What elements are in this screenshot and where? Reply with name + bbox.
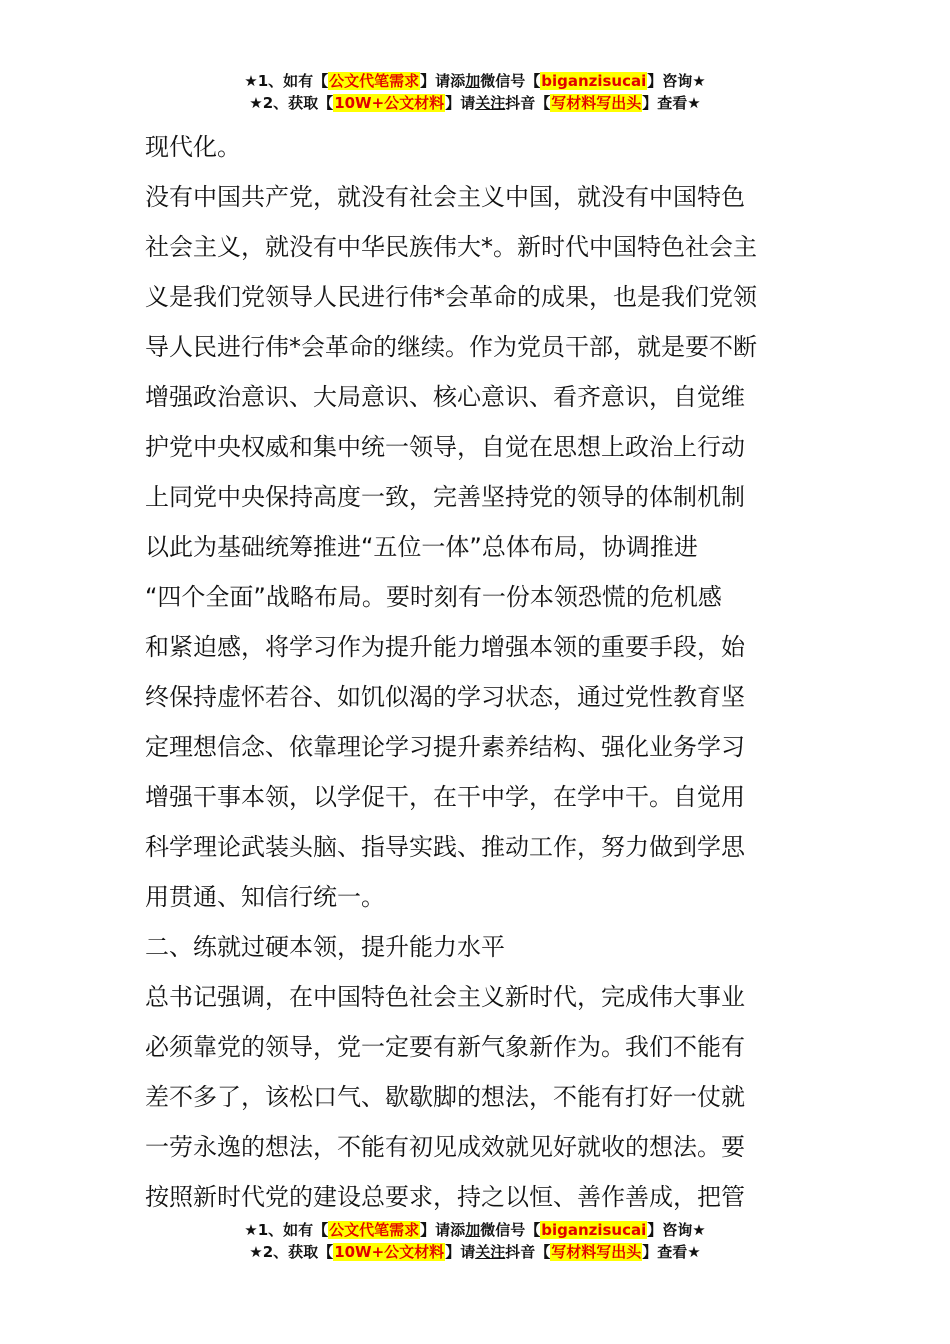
paragraph-line: 和紧迫感，将学习作为提升能力增强本领的重要手段，始 <box>145 633 745 661</box>
paragraph-line: 终保持虚怀若谷、如饥似渴的学习状态，通过党性教育坚 <box>145 683 745 711</box>
emphasis-add: 加 <box>465 72 481 90</box>
paragraph-line: 增强政治意识、大局意识、核心意识、看齐意识，自觉维 <box>145 383 745 411</box>
highlight-materials: 10W+公文材料 <box>334 94 445 112</box>
highlight-service: 公文代笔需求 <box>329 72 420 90</box>
top-banner <box>0 70 950 114</box>
paragraph-line: 上同党中央保持高度一致，完善坚持党的领导的体制机制 <box>145 483 745 511</box>
paragraph-line: 必须靠党的领导，党一定要有新气象新作为。我们不能有 <box>145 1033 745 1061</box>
banner-text: ★2、获取【 <box>249 1243 334 1261</box>
highlight-wechat-id: biganzisucai <box>541 72 647 90</box>
paragraph-line: 差不多了，该松口气、歇歇脚的想法，不能有打好一仗就 <box>145 1083 745 1111</box>
banner-line-1 <box>0 70 950 92</box>
paragraph-line: 现代化。 <box>145 133 241 161</box>
paragraph-line: 用贯通、知信行统一。 <box>145 883 385 911</box>
banner-text: 抖音【 <box>505 94 551 112</box>
bottom-banner <box>0 1219 950 1263</box>
paragraph-line: 按照新时代党的建设总要求，持之以恒、善作善成，把管 <box>145 1183 745 1211</box>
paragraph-line: 护党中央权威和集中统一领导，自觉在思想上政治上行动 <box>145 433 745 461</box>
banner-text: ★1、如有【 <box>244 72 329 90</box>
banner-text: 】请 <box>445 1243 476 1261</box>
banner-text: 微信号【 <box>480 1221 541 1239</box>
paragraph-line: 以此为基础统筹推进“五位一体”总体布局，协调推进 <box>145 533 698 561</box>
paragraph-line: 没有中国共产党，就没有社会主义中国，就没有中国特色 <box>145 183 745 211</box>
banner-text: ★1、如有【 <box>244 1221 329 1239</box>
banner-text: ★2、获取【 <box>249 94 334 112</box>
document-body <box>145 122 815 1222</box>
paragraph-line: 义是我们党领导人民进行伟*会革命的成果，也是我们党领 <box>145 283 757 311</box>
paragraph-line: “四个全面”战略布局。要时刻有一份本领恐慌的危机感 <box>145 583 722 611</box>
paragraph-line: 科学理论武装头脑、指导实践、推动工作，努力做到学思 <box>145 833 745 861</box>
paragraph-line: 一劳永逸的想法，不能有初见成效就见好就收的想法。要 <box>145 1133 745 1161</box>
highlight-wechat-id: biganzisucai <box>541 1221 647 1239</box>
highlight-service: 公文代笔需求 <box>329 1221 420 1239</box>
paragraph-line: 导人民进行伟*会革命的继续。作为党员干部，就是要不断 <box>145 333 757 361</box>
banner-line-2 <box>0 1241 950 1263</box>
section-heading: 二、练就过硬本领，提升能力水平 <box>145 933 505 961</box>
emphasis-follow: 关注 <box>475 94 506 112</box>
highlight-douyin: 写材料写出头 <box>551 1243 642 1261</box>
paragraph-line: 社会主义，就没有中华民族伟大*。新时代中国特色社会主 <box>145 233 757 261</box>
paragraph-line: 增强干事本领，以学促干，在干中学，在学中干。自觉用 <box>145 783 745 811</box>
banner-text: 】请添 <box>420 1221 466 1239</box>
paragraph-line: 定理想信念、依靠理论学习提升素养结构、强化业务学习 <box>145 733 745 761</box>
banner-text: 微信号【 <box>480 72 541 90</box>
banner-line-2 <box>0 92 950 114</box>
banner-text: 】咨询★ <box>647 72 706 90</box>
highlight-materials: 10W+公文材料 <box>334 1243 445 1261</box>
banner-text: 】请 <box>445 94 476 112</box>
banner-line-1 <box>0 1219 950 1241</box>
emphasis-add: 加 <box>465 1221 481 1239</box>
highlight-douyin: 写材料写出头 <box>551 94 642 112</box>
emphasis-follow: 关注 <box>475 1243 506 1261</box>
banner-text: 】咨询★ <box>647 1221 706 1239</box>
paragraph-line: 总书记强调，在中国特色社会主义新时代，完成伟大事业 <box>145 983 745 1011</box>
banner-text: 抖音【 <box>505 1243 551 1261</box>
banner-text: 】查看★ <box>642 94 701 112</box>
banner-text: 】查看★ <box>642 1243 701 1261</box>
banner-text: 】请添 <box>420 72 466 90</box>
